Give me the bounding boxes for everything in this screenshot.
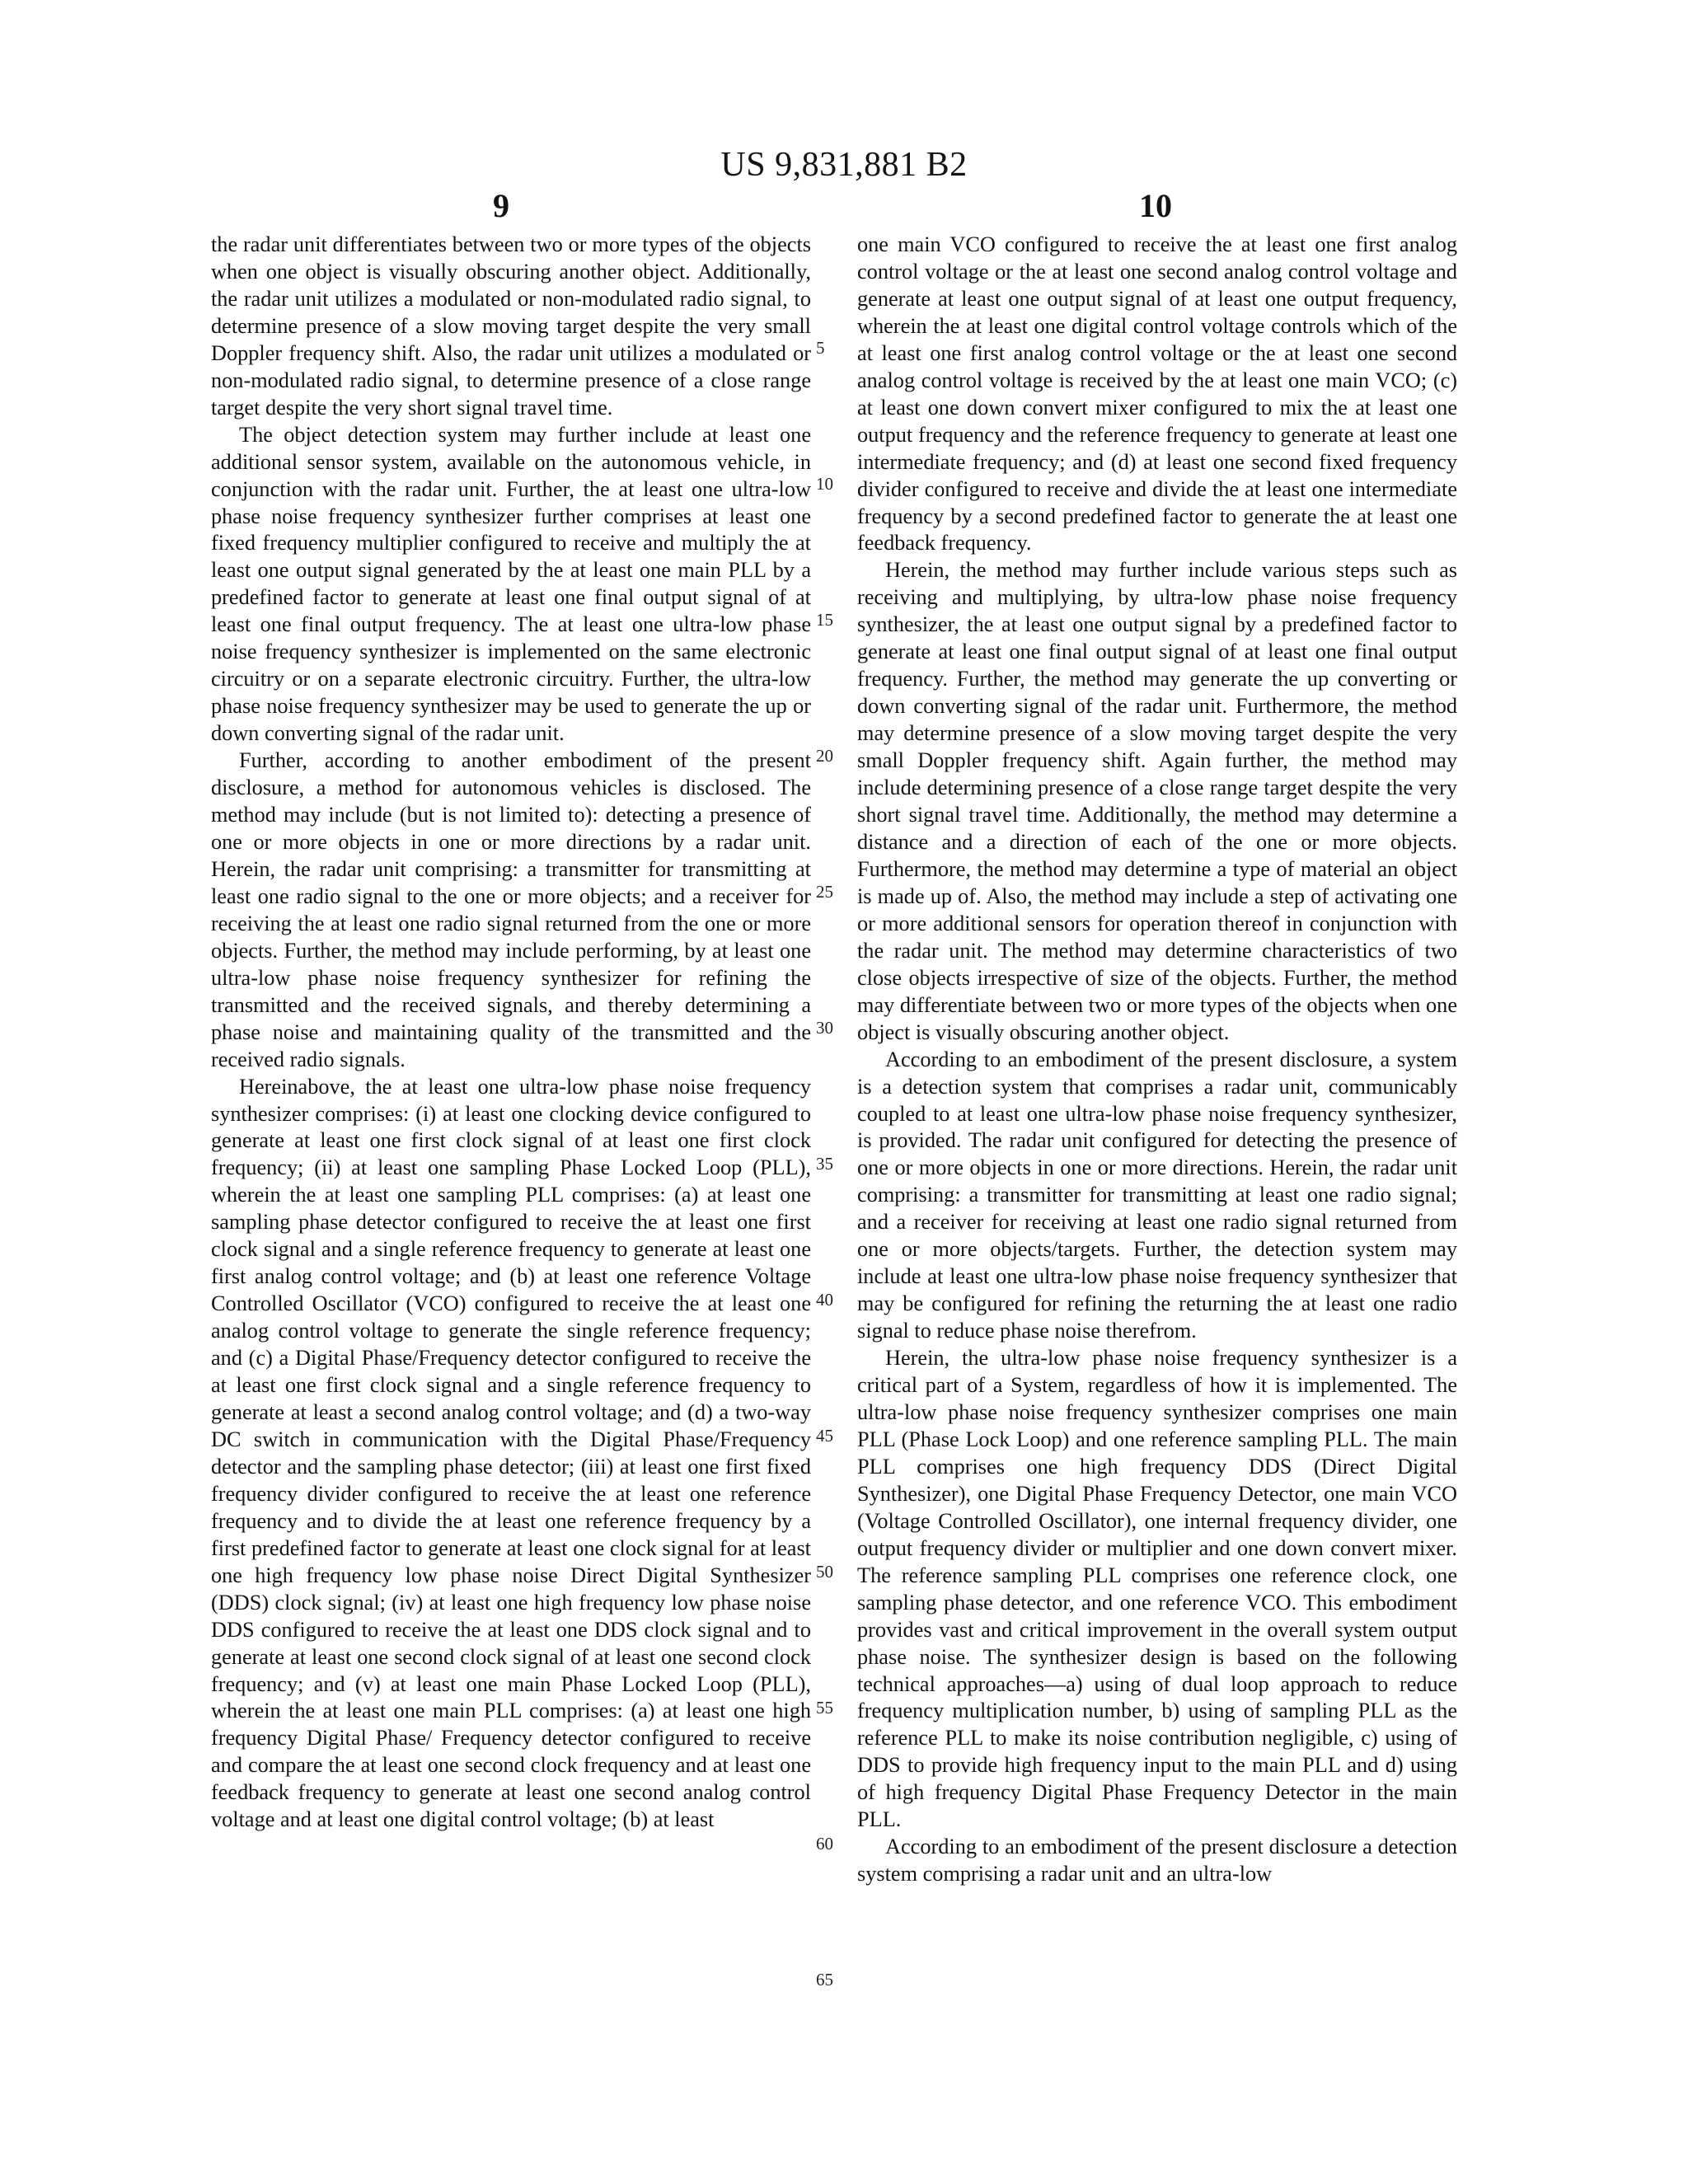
paragraph: Herein, the ultra-low phase noise frequency synthesizer is a critical part of a System, regardless of how it is implemented. The ultra-low phase noise frequency synthesizer comprises one main PLL (Phase Lock Loop) and one reference sampling PLL. The main PLL comprises one high frequency DDS (Direct Digital Synthesizer), one Digital Phase Frequency Detector, one main VCO (Voltage Controlled Oscillator), one internal frequency divider, one output frequency divider or multiplier and one down convert mixer. The reference sampling PLL comprises one reference clock, one sampling phase detector, and one reference VCO. This embodiment provides vast and critical improvement in the overall system output phase noise. The synthesizer design is based on the following technical approaches—a) using of dual loop approach to reduce frequency multiplication number, b) using of sampling PLL as the reference PLL to make its noise contribution negligible, c) using of DDS to provide high frequency input to the main PLL and d) using of high frequency Digital Phase Frequency Detector in the main PLL. <box>857 1346 1457 1832</box>
paragraph: Hereinabove, the at least one ultra-low phase noise frequency synthesizer comprises: (i) at least one clocking device configured to generate at least one first clock signal of at least one first clock frequency; (ii) at least one sampling Phase Locked Loop (PLL), wherein the at least one sampling PLL comprises: (a) at least one sampling phase detector configured to receive the at least one first clock signal and a single reference frequency to generate at least one first analog control voltage; and (b) at least one reference Voltage Controlled Oscillator (VCO) configured to receive the at least one analog control voltage to generate the single reference frequency; and (c) a Digital Phase/Frequency detector configured to receive the at least one first clock signal and a single reference frequency to generate at least a second analog control voltage; and (d) a two-way DC switch in communication with the Digital Phase/Frequency detector and the sampling phase detector; (iii) at least one first fixed frequency divider configured to receive the at least one reference frequency and to divide the at least one reference frequency by a first predefined factor to generate at least one clock signal for at least one high frequency low phase noise Direct Digital Synthesizer (DDS) clock signal; (iv) at least one high frequency low phase noise DDS configured to receive the at least one DDS clock signal and to generate at least one second clock signal of at least one second clock frequency; and (v) at least one main Phase Locked Loop (PLL), wherein the at least one main PLL comprises: (a) at least one high frequency Digital Phase/ Frequency detector configured to receive and compare the at least one second clock frequency and at least one feedback frequency to generate at least one second analog control voltage and at least one digital control voltage; (b) at least <box>211 1074 811 1832</box>
line-number: 65 <box>816 1970 833 1990</box>
line-number: 25 <box>816 882 833 902</box>
page-number-right: 10 <box>1139 187 1172 224</box>
left-column <box>211 232 811 1834</box>
paragraph: the radar unit differentiates between two or more types of the objects when one object is visually obscuring another object. Additionally, the radar unit utilizes a modulated or non-modulated radio signal, to determine presence of a slow moving target despite the very small Doppler frequency shift. Also, the radar unit utilizes a modulated or non-modulated radio signal, to determine presence of a close range target despite the very short signal travel time. <box>211 232 811 419</box>
line-number: 5 <box>816 338 825 358</box>
paragraph: According to an embodiment of the present disclosure a detection system comprising a radar unit and an ultra-low <box>857 1835 1457 1886</box>
line-number: 15 <box>816 610 833 630</box>
paragraph: Further, according to another embodiment of the present disclosure, a method for autonomous vehicles is disclosed. The method may include (but is not limited to): detecting a presence of one or more objects in one or more directions by a radar unit. Herein, the radar unit comprising: a transmitter for transmitting at least one radio signal to the one or more objects; and a receiver for receiving the at least one radio signal returned from the one or more objects. Further, the method may include performing, by at least one ultra-low phase noise frequency synthesizer for refining the transmitted and the received signals, and thereby determining a phase noise and maintaining quality of the transmitted and the received radio signals. <box>211 748 811 1071</box>
paragraph: According to an embodiment of the present disclosure, a system is a detection system that comprises a radar unit, communicably coupled to at least one ultra-low phase noise frequency synthesizer, is provided. The radar unit configured for detecting the presence of one or more objects in one or more directions. Herein, the radar unit comprising: a transmitter for transmitting at least one radio signal; and a receiver for receiving at least one radio signal returned from one or more objects/targets. Further, the detection system may include at least one ultra-low phase noise frequency synthesizer that may be configured for refining the returning the at least one radio signal to reduce phase noise therefrom. <box>857 1047 1457 1343</box>
right-column <box>857 232 1457 1888</box>
line-number: 40 <box>816 1290 833 1310</box>
line-number: 10 <box>816 474 833 494</box>
line-number: 60 <box>816 1834 833 1854</box>
line-number: 50 <box>816 1562 833 1582</box>
paragraph: Herein, the method may further include various steps such as receiving and multiplying, by ultra-low phase noise frequency synthesizer, the at least one output signal by a predefined factor to generate at least one final output signal of at least one final output frequency. Further, the method may generate the up converting or down converting signal of the radar unit. Furthermore, the method may determine presence of a slow moving target despite the very small Doppler frequency shift. Again further, the method may include determining presence of a close range target despite the very short signal travel time. Additionally, the method may determine a distance and a direction of each of the one or more objects. Furthermore, the method may determine a type of material an object is made up of. Also, the method may include a step of activating one or more additional sensors for operation thereof in conjunction with the radar unit. The method may determine characteristics of two close objects irrespective of size of the objects. Further, the method may differentiate between two or more types of the objects when one object is visually obscuring another object. <box>857 558 1457 1044</box>
line-number: 30 <box>816 1018 833 1038</box>
line-number: 20 <box>816 746 833 766</box>
line-number: 35 <box>816 1154 833 1174</box>
page-number-left: 9 <box>493 187 509 224</box>
paragraph: one main VCO configured to receive the at least one first analog control voltage or the at least one second analog control voltage and generate at least one output signal of at least one output frequency, wherein the at least one digital control voltage controls which of the at least one first analog control voltage or the at least one second analog control voltage is received by the at least one main VCO; (c) at least one down convert mixer configured to mix the at least one output frequency and the reference frequency to generate at least one intermediate frequency; and (d) at least one second fixed frequency divider configured to receive and divide the at least one intermediate frequency by a second predefined factor to generate the at least one feedback frequency. <box>857 232 1457 555</box>
patent-number-header: US 9,831,881 B2 <box>720 146 968 184</box>
line-number: 45 <box>816 1426 833 1446</box>
line-number: 55 <box>816 1698 833 1718</box>
paragraph: The object detection system may further include at least one additional sensor system, available on the autonomous vehicle, in conjunction with the radar unit. Further, the at least one ultra-low phase noise frequency synthesizer further comprises at least one fixed frequency multiplier configured to receive and multiply the at least one output signal generated by the at least one main PLL by a predefined factor to generate at least one final output signal of at least one final output frequency. The at least one ultra-low phase noise frequency synthesizer is implemented on the same electronic circuitry or on a separate electronic circuitry. Further, the ultra-low phase noise frequency synthesizer may be used to generate the up or down converting signal of the radar unit. <box>211 422 811 746</box>
